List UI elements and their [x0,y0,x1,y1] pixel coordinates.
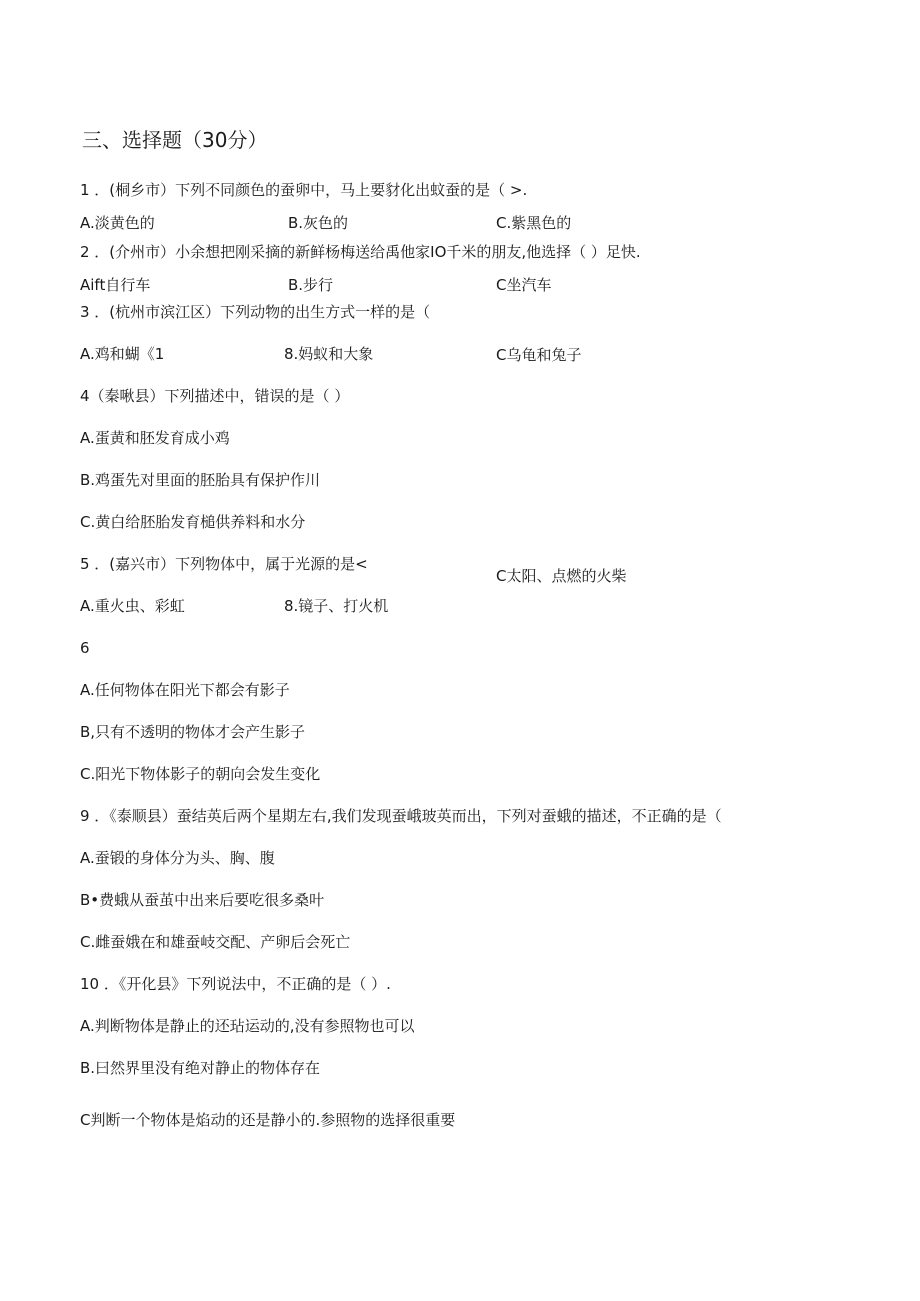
question-1-option-a: A.淡黄色的 [80,214,155,232]
question-3-option-b: 8.妈蚁和大象 [284,345,374,363]
question-9-option-b: B•费蛾从蚕茧中出来后要吃很多桑叶 [80,891,325,909]
question-1-option-c: C.紫黑色的 [496,214,572,232]
question-5-stem: 5 ．(嘉兴市）下列物体中，属于光源的是< [80,555,368,573]
question-2-stem: 2 ．(介州市）小余想把刚采摘的新鲜杨梅送给禹他家IO千米的朋友,他选择（ ）足快. [80,243,641,261]
question-4-option-a: A.蛋黄和胚发育成小鸡 [80,429,230,447]
question-2-option-c: C坐汽车 [496,276,552,294]
question-1-stem: 1 ．(桐乡市）下列不同颜色的蚕卵中，马上要豺化出蚊蚕的是（ >. [80,181,528,199]
question-1-option-b: B.灰色的 [288,214,349,232]
question-6-option-a: A.任何物体在阳光下都会有影子 [80,681,290,699]
question-3-stem: 3 ．(杭州市滨江区）下列动物的出生方式一样的是（ [80,303,431,321]
question-3-option-a: A.鸡和蝴《1 [80,345,165,363]
question-4-stem: 4（秦啾县）下列描述中，错误的是（ ） [80,387,350,405]
question-3-option-c: C乌龟和兔子 [496,346,582,364]
question-10-option-b: B.曰然界里没有绝对静止的物体存在 [80,1059,321,1077]
question-9-option-c: C.雌蚕娥在和雄蚕岐交配、产卵后会死亡 [80,933,351,951]
question-5-option-b: 8.镜子、打火机 [284,597,389,615]
question-2-option-b: B.步行 [288,276,334,294]
section-title: 三、选择题（30分） [82,128,268,152]
question-5-option-a: A.重火虫、彩虹 [80,597,185,615]
question-10-stem: 10 ．《开化县》下列说法中，不正确的是（ ）. [80,975,391,993]
question-6-option-c: C.阳光下物体影子的朝向会发生变化 [80,765,321,783]
question-4-option-c: C.黄白给胚胎发育槌供养料和水分 [80,513,306,531]
question-5-option-c: C太阳、点燃的火柴 [496,567,627,585]
question-2-option-a: Aift自行车 [80,276,151,294]
question-6-option-b: B,只有不透明的物体才会产生影子 [80,723,306,741]
question-4-option-b: B.鸡蛋先对里面的胚胎具有保护作川 [80,471,321,489]
question-9-stem: 9 ．《泰顺县）蚕结英后两个星期左右,我们发现蚕峨玻英而出，下列对蚕蛾的描述，不正确的是（ [80,807,722,825]
question-10-option-a: A.判断物体是静止的还玷运动的,没有参照物也可以 [80,1017,415,1035]
question-9-option-a: A.蚕锻的身体分为头、胸、腹 [80,849,275,867]
question-10-option-c: C判断一个物体是焰动的还是静小的.参照物的选择很重要 [80,1111,456,1129]
question-6-stem: 6 [80,639,90,657]
